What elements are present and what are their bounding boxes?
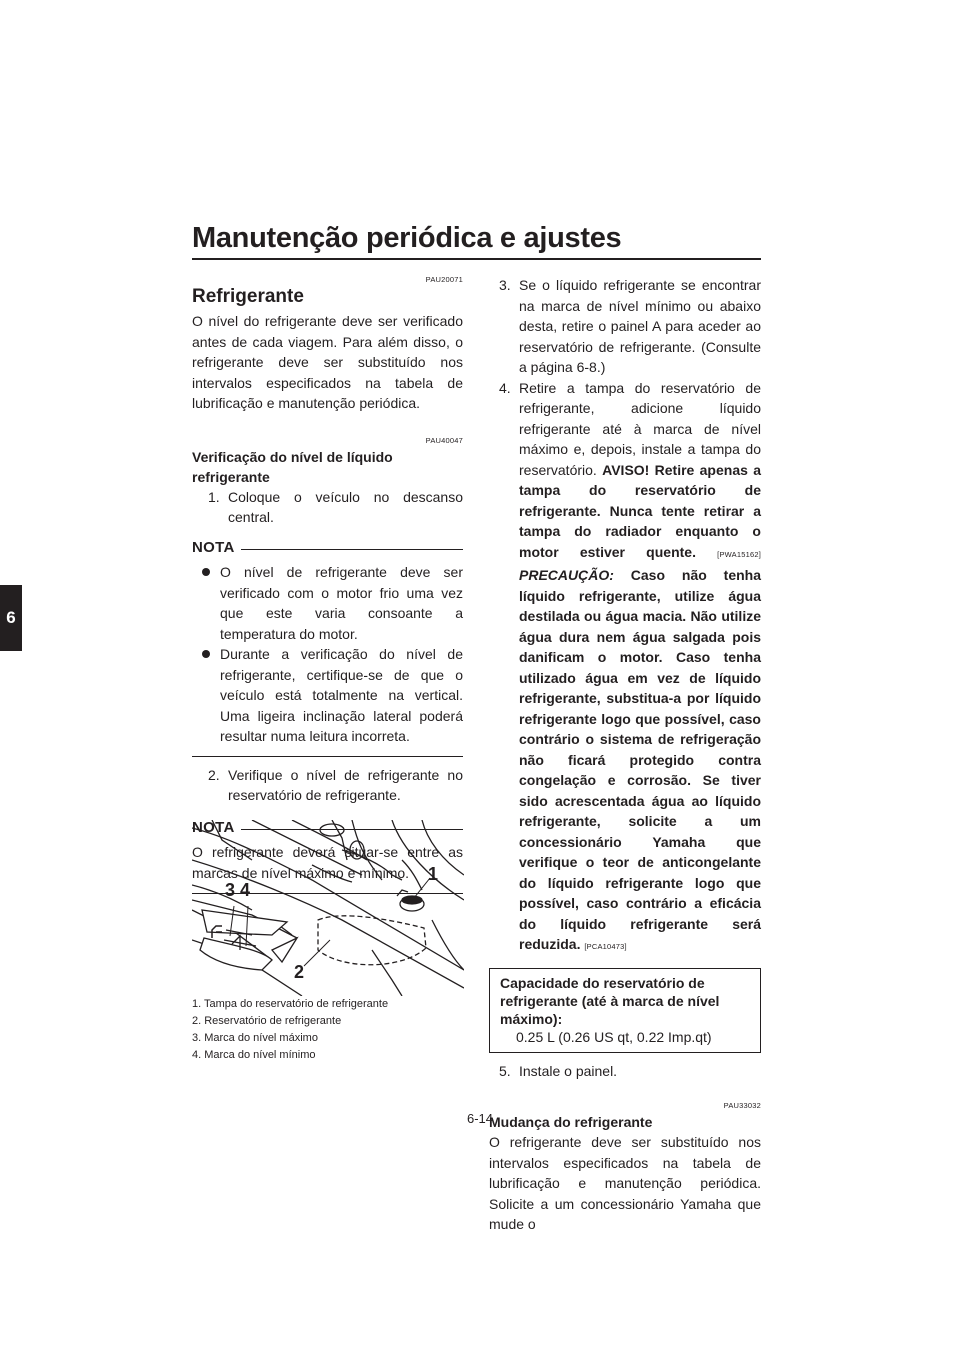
bullet-text: O nível de refrigerante deve ser verificado com o motor frio uma vez que este varia consoante a temperatura do motor. xyxy=(220,564,463,642)
section-title: Refrigerante xyxy=(192,286,304,307)
step-number: 1. xyxy=(208,488,220,505)
coolant-reservoir-illustration xyxy=(192,820,464,996)
step-2 xyxy=(206,765,463,806)
caution-label: PRECAUÇÃO: xyxy=(519,567,614,583)
intro-paragraph: O nível do refrigerante deve ser verificado antes de cada viagem. Para além disso, o refrigerante deve ser substituído nos intervalos especificados na tabela de lubrificação e manutenção periódica. xyxy=(192,313,463,411)
nota-rule xyxy=(241,549,463,550)
change-paragraph: O refrigerante deve ser substituído nos intervalos especificados na tabela de lubrificação e manutenção periódica. Solicite a um concessionário Yamaha que mude o xyxy=(489,1134,761,1232)
capacity-spec-box xyxy=(489,968,761,1053)
step-text: Retire a tampa do reservatório de refrigerante, adicione líquido refrigerante até à marca de nível máximo e, depois, instale a tampa do reservatório. xyxy=(519,379,761,478)
step-text: Coloque o veículo no descanso central. xyxy=(228,488,463,525)
warning-text: AVISO! Retire apenas a tampa do reservatório de refrigerante. Nunca tente retirar a tampa do radiador enquanto o motor estiver quente. xyxy=(519,461,762,560)
subsection-title: Mudança do refrigerante xyxy=(489,1114,653,1130)
nota-bullet xyxy=(192,644,463,747)
caption-item: 4. Marca do nível mínimo xyxy=(192,1049,316,1061)
section-code: PAU20071 xyxy=(425,275,463,284)
caption-item: 3. Marca do nível máximo xyxy=(192,1032,318,1044)
page-number: 6-14 xyxy=(466,1111,494,1126)
label-2: 2 xyxy=(294,962,305,982)
nota-text: O refrigerante deverá situar-se entre as marcas de nível máximo e mínimo. xyxy=(192,844,463,881)
page-title: Manutenção periódica e ajustes xyxy=(192,222,622,254)
label-1: 1 xyxy=(428,864,439,884)
step-number: 5. xyxy=(499,1062,511,1079)
right-column xyxy=(489,275,761,1235)
nota-header xyxy=(192,538,463,559)
nota-bullet xyxy=(192,562,463,644)
spec-label: Capacidade do reservatório de refrigerante (até à marca de nível máximo): xyxy=(500,974,720,1027)
step-number: 4. xyxy=(499,379,511,396)
step-number: 2. xyxy=(208,766,220,783)
title-rule xyxy=(192,258,761,260)
caution-code: [PCA10473] xyxy=(584,942,627,951)
nota-bullet-list xyxy=(192,562,463,747)
bullet-dot xyxy=(202,568,210,576)
caption-item: 1. Tampa do reservatório de refrigerante xyxy=(192,998,389,1010)
chapter-tab: 6 xyxy=(0,585,22,651)
spec-value: 0.25 L (0.26 US qt, 0.22 Imp.qt) xyxy=(516,1028,712,1045)
step-text: Verifique o nível de refrigerante no reservatório de refrigerante. xyxy=(228,766,463,803)
nota-label: NOTA xyxy=(192,818,235,836)
step-number: 3. xyxy=(499,277,511,293)
step-4 xyxy=(497,378,761,958)
nota-label: NOTA xyxy=(192,538,235,556)
step-1 xyxy=(206,487,463,528)
bullet-text: Durante a verificação do nível de refrigerante, certifique-se de que o veículo está totalmente na vertical. Uma ligeira inclinação lateral poderá resultar numa leitura incorreta. xyxy=(220,646,463,744)
step-text: Se o líquido refrigerante se encontrar na marca de nível mínimo ou abaixo desta, retire o painel A para aceder ao reservatório de refrigerante. (Consulte a página 6-8.) xyxy=(519,277,761,375)
subsection-code: PAU40047 xyxy=(425,435,463,445)
left-column xyxy=(192,275,463,894)
illustration-drawing xyxy=(192,820,464,996)
subsection-code: PAU33032 xyxy=(723,1101,761,1110)
warning-code: [PWA15162] xyxy=(717,549,761,559)
step-text: Instale o painel. xyxy=(519,1062,618,1079)
bullet-dot xyxy=(202,650,210,658)
step-5 xyxy=(497,1061,761,1082)
step-3 xyxy=(497,275,761,378)
nota-end-rule xyxy=(192,756,463,757)
caption-item: 2. Reservatório de refrigerante xyxy=(192,1015,342,1027)
caution-text: Caso não tenha líquido refrigerante, utilize água destilada ou água macia. Não utilize água dura nem água salgada pois danificam o motor. Caso tenha utilizado água em vez de líquido refrigerante, substitua-a por líquido refrigerante logo que possível, caso contrário o sistema de refrigeração não ficará protegido contra congelação e corrosão. Se tiver sido acrescentada água ao líquido refrigerante, solicite a um concessionário Yamaha que verifique o teor de anticongelante do líquido refrigerante logo que possível, caso contrário a eficácia do líquido refrigerante será reduzida. xyxy=(519,567,762,952)
figure-captions xyxy=(192,996,464,1064)
subsection-title: Verificação do nível de líquido refrigerante xyxy=(192,448,393,485)
label-3-4: 3 4 xyxy=(225,880,251,900)
